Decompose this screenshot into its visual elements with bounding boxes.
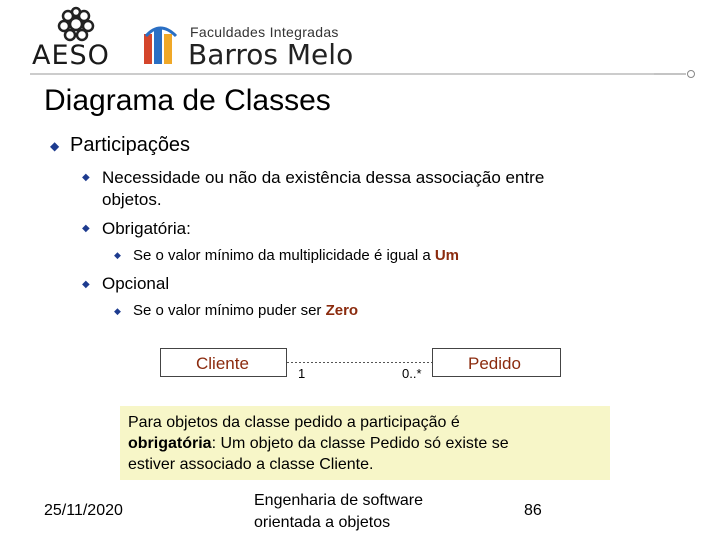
multiplicity-cliente: 1 <box>298 366 306 381</box>
bullet-obrigatoria-detail <box>133 247 459 264</box>
institution-subtitle: Faculdades Integradas <box>190 24 339 40</box>
bullet-diamond-icon: ◆ <box>114 306 121 316</box>
bullet-diamond-icon: ◆ <box>114 250 121 260</box>
aeso-logo-text: AESO <box>32 40 110 71</box>
header-divider <box>30 72 694 76</box>
highlight-um: Um <box>434 247 459 264</box>
page-number: 86 <box>524 502 542 519</box>
institution-name: Barros Melo <box>188 38 354 71</box>
slide-title: Diagrama de Classes <box>44 84 331 117</box>
note-line-2 <box>128 433 602 454</box>
multiplicity-pedido: 0..* <box>402 366 422 381</box>
class-pedido: Pedido <box>468 354 521 373</box>
bullet-participacoes: Participações <box>70 134 191 156</box>
note-line-1: Para objetos da classe pedido a participação é <box>128 414 460 431</box>
obrigatoria-detail-text: Se o valor mínimo da multiplicidade é igual a <box>133 247 431 264</box>
highlight-zero: Zero <box>325 302 359 319</box>
bullet-diamond-icon: ◆ <box>50 139 60 153</box>
bullet-opcional: Opcional <box>102 274 170 293</box>
barros-melo-logo-icon <box>142 24 182 66</box>
class-diagram <box>160 340 562 380</box>
note-line-3: estiver associado a classe Cliente. <box>128 456 374 473</box>
note-box <box>120 406 610 480</box>
note-line-2-rest: : Um objeto da classe Pedido só existe se <box>211 435 509 452</box>
bullet-necessidade: Necessidade ou não da existência dessa associação entre <box>102 168 545 187</box>
bullet-necessidade-continuation: objetos. <box>102 190 162 209</box>
footer-course <box>254 490 423 534</box>
bullet-obrigatoria: Obrigatória: <box>102 219 191 238</box>
footer-course-line-2: orientada a objetos <box>254 514 391 531</box>
bullet-opcional-detail <box>133 302 358 319</box>
bullet-diamond-icon: ◆ <box>82 223 90 234</box>
note-bold-obrigatoria: obrigatória <box>128 435 212 452</box>
footer-course-line-1: Engenharia de software <box>254 492 423 509</box>
bullet-diamond-icon: ◆ <box>82 172 90 183</box>
opcional-detail-text: Se o valor mínimo puder ser <box>133 302 322 319</box>
class-cliente: Cliente <box>196 354 249 373</box>
bullet-diamond-icon: ◆ <box>82 279 90 290</box>
footer-date: 25/11/2020 <box>44 502 123 519</box>
